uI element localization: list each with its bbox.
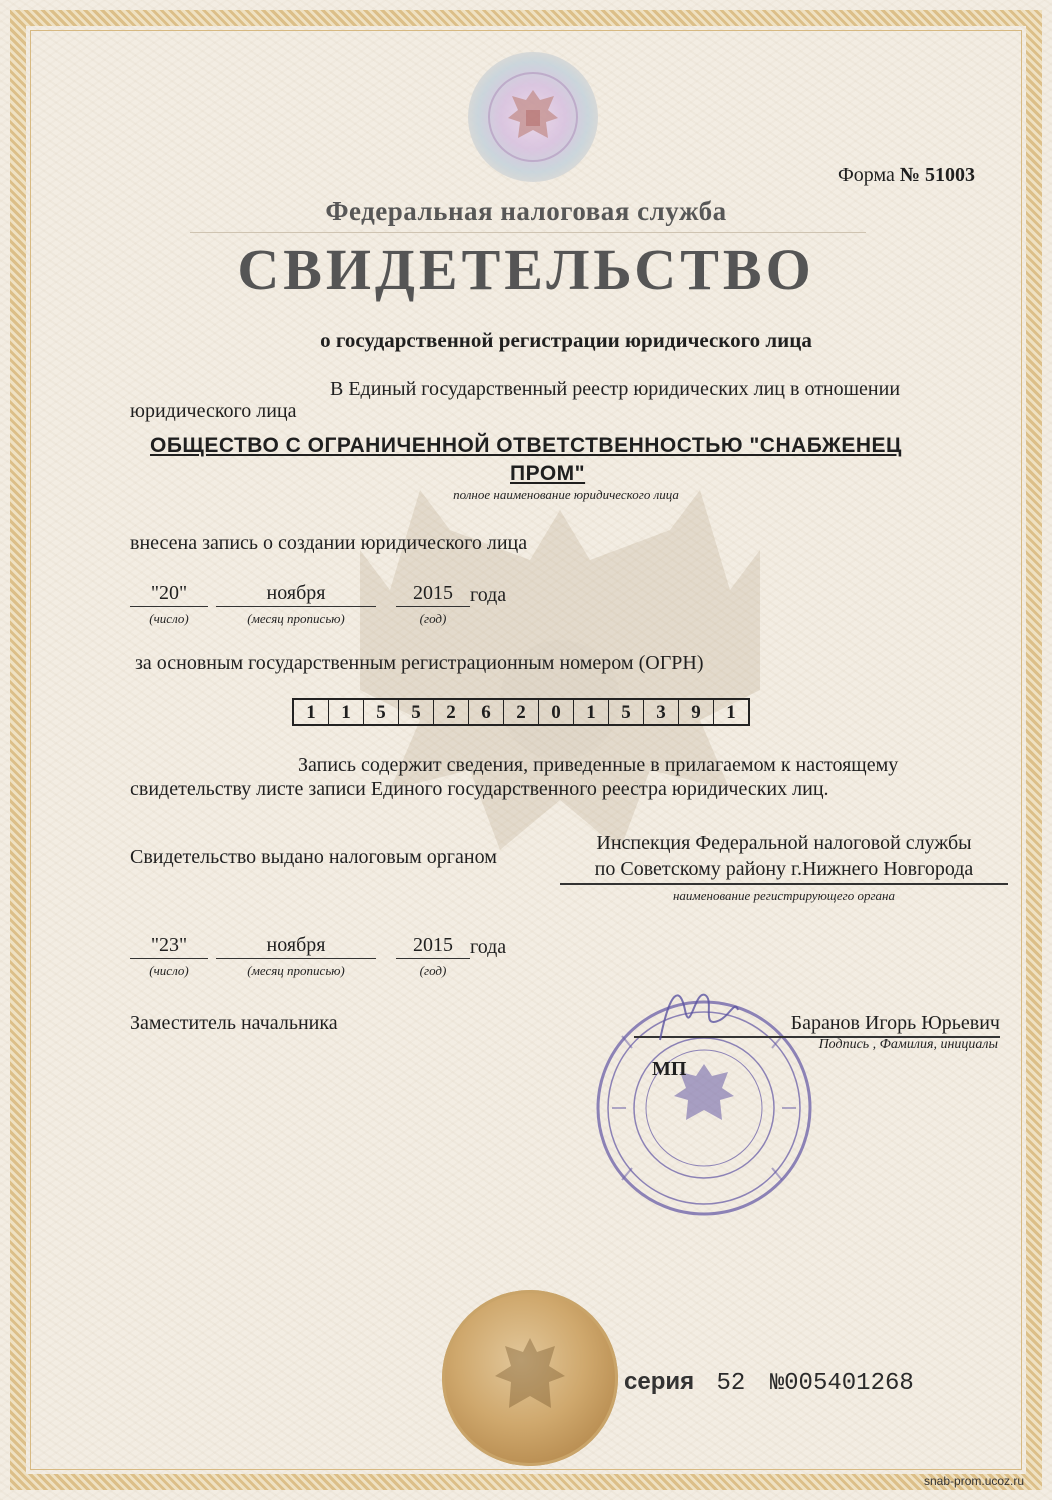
company-name-line-1: ОБЩЕСТВО С ОГРАНИЧЕННОЙ ОТВЕТСТВЕННОСТЬЮ "СНАБЖЕНЕЦ: [150, 434, 902, 457]
signer-name: Баранов Игорь Юрьевич: [790, 1012, 1000, 1034]
ogrn-digit: 1: [726, 702, 736, 723]
hologram-emblem: [468, 52, 598, 182]
ogrn-digit: 2: [504, 700, 539, 724]
signer-position: Заместитель начальника: [130, 1012, 338, 1034]
ogrn-digit: 2: [434, 700, 469, 724]
series-number: [624, 1368, 914, 1397]
issuing-authority: [560, 830, 1008, 882]
series-code: 52: [716, 1370, 746, 1397]
company-name-line-2: ПРОМ": [510, 462, 586, 485]
issue-day: "23": [130, 934, 208, 959]
document-title: СВИДЕТЕЛЬСТВО: [237, 237, 815, 302]
signature-scribble-icon: [650, 980, 740, 1050]
issued-by-label: Свидетельство выдано налоговым органом: [130, 846, 497, 868]
ogrn-digit: 5: [609, 700, 644, 724]
ogrn-digit: 5: [399, 700, 434, 724]
issue-year-hint: (год): [419, 963, 447, 978]
ogrn-digit: 1: [294, 700, 329, 724]
signer-hint: Подпись , Фамилия, инициалы: [818, 1037, 998, 1052]
entry-year-suffix: года: [470, 584, 507, 606]
ogrn-digit: 6: [469, 700, 504, 724]
company-name: [150, 432, 980, 488]
issue-year: 2015: [396, 934, 470, 959]
ogrn-digit: 1: [329, 700, 364, 724]
issue-month: ноября: [216, 934, 376, 959]
entry-year-hint: (год): [419, 611, 447, 626]
document-subtitle: о государственной регистрации юридического лица: [320, 328, 812, 352]
entry-year: 2015: [396, 582, 470, 607]
issuing-authority-hint: наименование регистрирующего органа: [672, 888, 895, 903]
ogrn-label: за основным государственным регистрационным номером (ОГРН): [135, 652, 704, 674]
form-number: [838, 164, 975, 187]
issue-year-suffix: года: [470, 936, 507, 958]
ogrn-digit: 5: [364, 700, 399, 724]
ogrn-digit: 9: [679, 700, 714, 724]
intro-line-2: юридического лица: [130, 400, 297, 422]
form-label: Форма: [838, 164, 895, 186]
record-line-2: свидетельству листе записи Единого государственного реестра юридических лиц.: [130, 778, 829, 800]
entry-day: "20": [130, 582, 208, 607]
ogrn-digit: 1: [574, 700, 609, 724]
website-watermark: snab-prom.ucoz.ru: [924, 1474, 1025, 1488]
issuing-authority-line-1: Инспекция Федеральной налоговой службы: [596, 832, 972, 854]
issuing-authority-line-2: по Советскому району г.Нижнего Новгорода: [594, 858, 974, 880]
record-line-1: Запись содержит сведения, приведенные в прилагаемом к настоящему: [298, 754, 899, 776]
agency-divider: [190, 232, 866, 233]
form-number-value: № 51003: [899, 164, 976, 186]
intro-line-1: В Единый государственный реестр юридических лиц в отношении: [330, 378, 901, 400]
blank-number: №005401268: [769, 1370, 914, 1397]
eagle-icon: [468, 52, 598, 182]
entry-day-hint: (число): [149, 611, 189, 626]
issue-day-hint: (число): [149, 963, 189, 978]
stamp-place-label: МП: [652, 1058, 687, 1080]
company-name-hint: полное наименование юридического лица: [453, 487, 679, 502]
ogrn-number: [292, 698, 750, 726]
ogrn-digit: 0: [539, 700, 574, 724]
issuing-authority-underline: [560, 883, 1008, 885]
series-label: серия: [624, 1368, 695, 1395]
issue-month-hint: (месяц прописью): [247, 963, 345, 978]
entry-month-hint: (месяц прописью): [247, 611, 345, 626]
ogrn-digit: 3: [644, 700, 679, 724]
agency-name: Федеральная налоговая служба: [325, 196, 727, 226]
entry-month: ноября: [216, 582, 376, 607]
seal-eagle-icon: [487, 1330, 573, 1430]
entry-text: внесена запись о создании юридического лица: [130, 532, 528, 554]
